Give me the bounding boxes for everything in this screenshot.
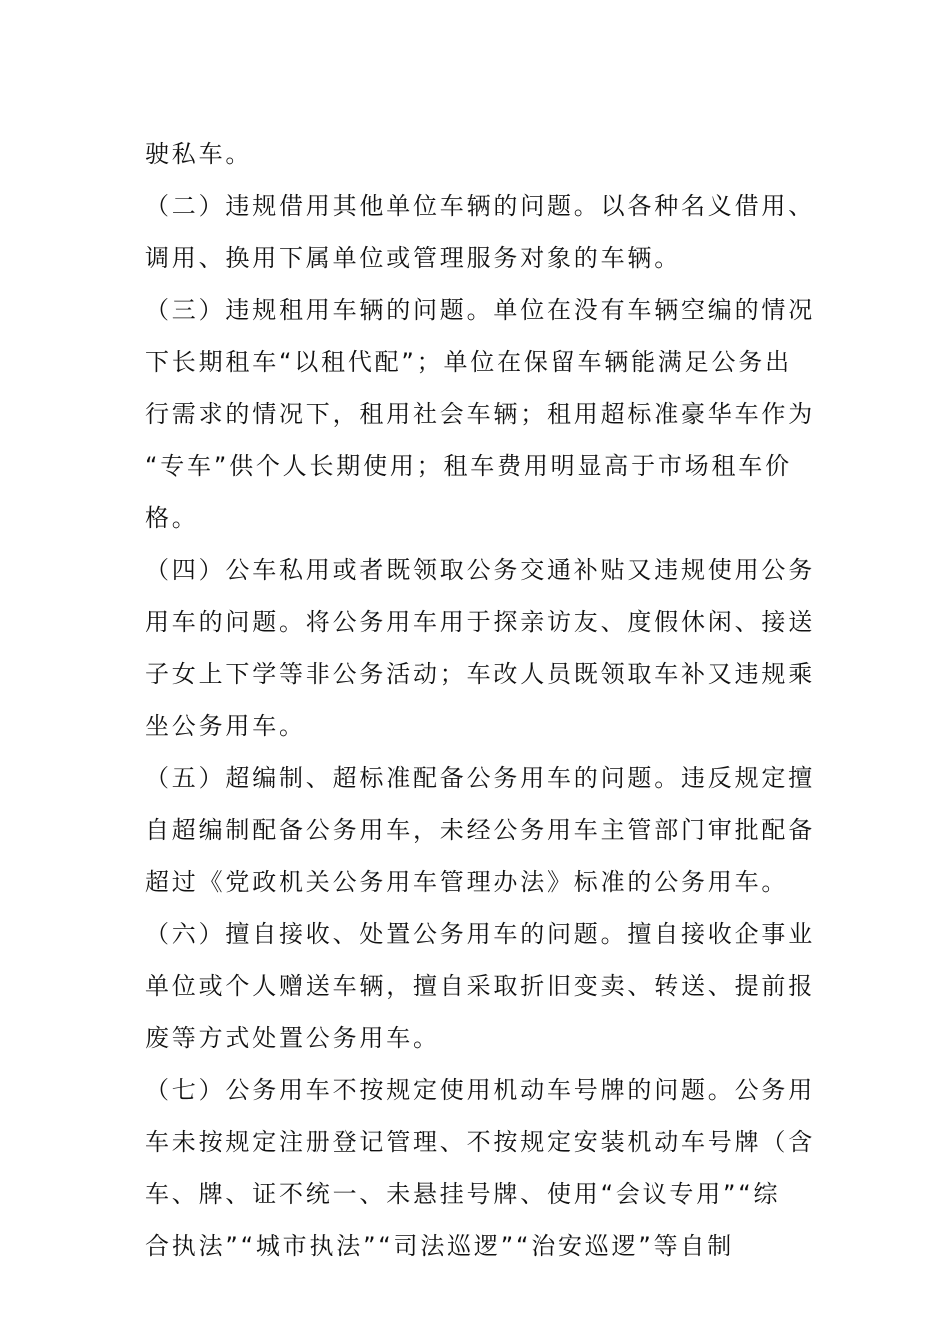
text-line: 调用、换用下属单位或管理服务对象的车辆。 xyxy=(145,244,681,272)
text-line: 废等方式处置公务用车。 xyxy=(145,1024,440,1052)
text-line: “专车”供个人长期使用；租车费用明显高于市场租车价 xyxy=(145,452,792,480)
text-line: （二）违规借用其他单位车辆的问题。以各种名义借用、 xyxy=(145,192,815,220)
text-line: 超过《党政机关公务用车管理办法》标准的公务用车。 xyxy=(145,868,789,896)
text-line: 格。 xyxy=(145,504,199,532)
text-line: 行需求的情况下，租用社会车辆；租用超标准豪华车作为 xyxy=(145,400,815,428)
text-line: 自超编制配备公务用车，未经公务用车主管部门审批配备 xyxy=(145,816,815,844)
text-line: 用车的问题。将公务用车用于探亲访友、度假休闲、接送 xyxy=(145,608,815,636)
text-line: （五）超编制、超标准配备公务用车的问题。违反规定擅 xyxy=(145,764,815,792)
text-line: 车、牌、证不统一、未悬挂号牌、使用“会议专用”“综 xyxy=(145,1180,781,1208)
text-line: 车未按规定注册登记管理、不按规定安装机动车号牌（含 xyxy=(145,1128,815,1156)
text-line: 子女上下学等非公务活动；车改人员既领取车补又违规乘 xyxy=(145,660,815,688)
text-line: （七）公务用车不按规定使用机动车号牌的问题。公务用 xyxy=(145,1076,815,1104)
text-line: 下长期租车“以租代配”；单位在保留车辆能满足公务出 xyxy=(145,348,792,376)
text-line: （六）擅自接收、处置公务用车的问题。擅自接收企事业 xyxy=(145,920,815,948)
text-line: 驶私车。 xyxy=(145,140,253,168)
body-text xyxy=(145,128,815,1272)
text-line: （三）违规租用车辆的问题。单位在没有车辆空编的情况 xyxy=(145,296,815,324)
text-line: 坐公务用车。 xyxy=(145,712,306,740)
text-line: 单位或个人赠送车辆，擅自采取折旧变卖、转送、提前报 xyxy=(145,972,815,1000)
text-line: （四）公车私用或者既领取公务交通补贴又违规使用公务 xyxy=(145,556,815,584)
text-line: 合执法”“城市执法”“司法巡逻”“治安巡逻”等自制 xyxy=(145,1232,735,1260)
